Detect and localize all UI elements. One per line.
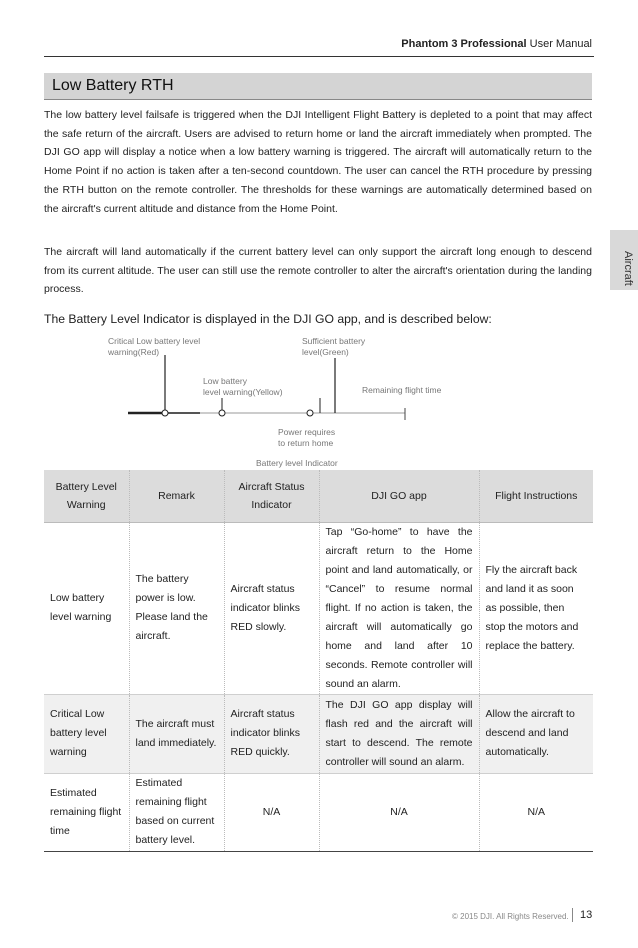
table-cell: Allow the aircraft to descend and land automatically. — [479, 694, 593, 773]
indicator-marker-critical — [162, 410, 168, 416]
table-cell: Estimated remaining flight time — [44, 773, 129, 851]
table-row — [44, 694, 593, 773]
footer-divider — [572, 908, 573, 922]
critical-low-label — [108, 336, 200, 357]
remaining-flight-time-label: Remaining flight time — [362, 385, 442, 395]
section-title: Low Battery RTH — [52, 77, 174, 94]
table-cell: The battery power is low. Please land the aircraft. — [129, 522, 224, 694]
table-cell: Critical Low battery level warning — [44, 694, 129, 773]
header-aircraft-status-indicator: Aircraft Status Indicator — [224, 470, 319, 522]
table-cell: Tap “Go-home” to have the aircraft return to the Home point and land automatically, or “Cancel” to resume normal flight. If no action is taken, the aircraft will automatically go home and land after 10 seconds. Remote controller will sound an alarm. — [319, 522, 479, 694]
page-number: 13 — [580, 909, 593, 921]
table-cell: Low battery level warning — [44, 522, 129, 694]
sufficient-label — [302, 336, 365, 357]
battery-warning-table — [44, 470, 593, 852]
footer-copyright: © 2015 DJI. All Rights Reserved. — [452, 912, 569, 921]
header-remark: Remark — [129, 470, 224, 522]
critical-low-label-line1: Critical Low battery level — [108, 336, 201, 346]
table-cell: N/A — [224, 773, 319, 851]
table-cell: Fly the aircraft back and land it as soon as possible, then stop the motors and replace the battery. — [479, 522, 593, 694]
power-requires-label-line1: Power requires — [278, 427, 336, 437]
indicator-marker-power — [307, 410, 313, 416]
header-battery-level-warning: Battery Level Warning — [44, 470, 129, 522]
power-requires-label-line2: to return home — [278, 437, 334, 448]
indicator-marker-low — [219, 410, 225, 416]
table-cell: Aircraft status indicator blinks RED quickly. — [224, 694, 319, 773]
battery-level-indicator-diagram — [0, 0, 638, 470]
header-doc: User Manual — [529, 38, 592, 50]
table-header-row — [44, 470, 593, 522]
table-cell: Estimated remaining flight based on current battery level. — [129, 773, 224, 851]
header-product: Phantom 3 Professional — [401, 38, 527, 50]
sufficient-label-line1: Sufficient battery — [302, 336, 366, 346]
table-row — [44, 522, 593, 694]
table-row — [44, 773, 593, 851]
sufficient-label-line2: level(Green) — [302, 346, 349, 357]
header-flight-instructions: Flight Instructions — [479, 470, 593, 522]
diagram-caption: Battery level Indicator — [256, 458, 338, 468]
side-tab-label: Aircraft — [622, 251, 634, 286]
low-battery-label-line2: level warning(Yellow) — [203, 386, 283, 397]
critical-low-label-line2: warning(Red) — [108, 346, 160, 357]
table-cell: N/A — [319, 773, 479, 851]
low-battery-label-line1: Low battery — [203, 376, 247, 386]
power-requires-label — [278, 427, 335, 448]
low-battery-label — [203, 376, 283, 397]
indicator-intro: The Battery Level Indicator is displayed in the DJI GO app, and is described below: — [44, 312, 492, 326]
table-cell: N/A — [479, 773, 593, 851]
table-cell: The aircraft must land immediately. — [129, 694, 224, 773]
table-cell: Aircraft status indicator blinks RED slowly. — [224, 522, 319, 694]
paragraph-failsafe: The low battery level failsafe is triggered when the DJI Intelligent Flight Battery is depleted to a point that may affect the safe return of the aircraft. Users are advised to return home or land the aircraft immediately when prompted. The DJI GO app will display a notice when a low battery warning is triggered. The aircraft will automatically return to the Home Point if no action is taken after a ten-second countdown. The user can cancel the RTH procedure by pressing the RTH button on the remote controller. The thresholds for these warnings are automatically determined based on the aircraft's current altitude and distance from the Home Point. — [44, 109, 592, 215]
header-dji-go-app: DJI GO app — [319, 470, 479, 522]
paragraph-auto-land: The aircraft will land automatically if the current battery level can only support the aircraft long enough to descend from its current altitude. The user can still use the remote controller to alter the aircraft's orientation during the landing process. — [44, 246, 592, 296]
table-cell: The DJI GO app display will flash red and the aircraft will start to descend. The remote controller will sound an alarm. — [319, 694, 479, 773]
